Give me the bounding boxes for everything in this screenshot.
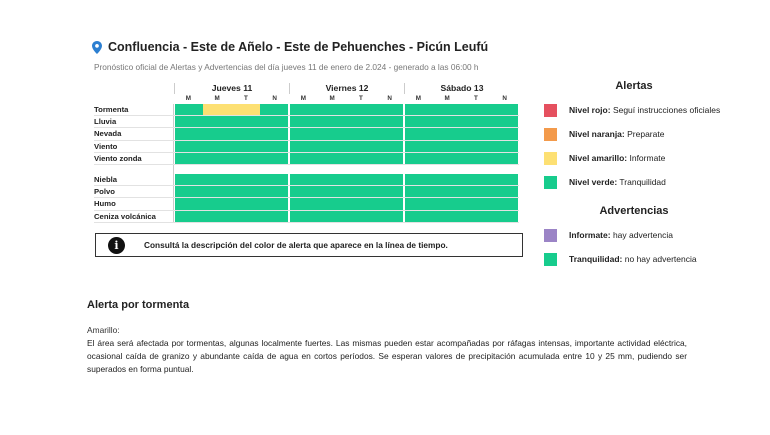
color-swatch [544, 229, 557, 242]
alert-cell-verde[interactable] [175, 141, 203, 152]
alert-cell-verde[interactable] [175, 211, 203, 222]
legend-text [569, 253, 697, 265]
timeline-days [174, 83, 519, 94]
alert-cell-verde[interactable] [203, 153, 231, 164]
day-part-label: N [387, 95, 392, 102]
alert-timeline [94, 83, 519, 223]
alert-cell-verde[interactable] [260, 116, 288, 127]
day-part-label: M [415, 95, 421, 102]
legend-item [544, 229, 724, 242]
legend-level-desc: no hay advertencia [624, 254, 697, 264]
day-part-label: M [329, 95, 335, 102]
alert-cell-verde[interactable] [290, 116, 318, 127]
info-icon: i [108, 237, 125, 254]
alert-cell-verde[interactable] [232, 116, 260, 127]
day-block [404, 153, 519, 164]
alert-cell-verde[interactable] [375, 104, 403, 115]
day-block [404, 104, 519, 115]
day-block [404, 116, 519, 127]
alert-cell-verde[interactable] [490, 174, 518, 185]
alert-cell-verde[interactable] [462, 104, 490, 115]
alert-cell-verde[interactable] [375, 153, 403, 164]
alert-cell-verde[interactable] [318, 104, 346, 115]
alert-cell-verde[interactable] [260, 198, 288, 209]
phenomenon-label: Polvo [94, 186, 174, 197]
phenomenon-label: Lluvia [94, 116, 174, 127]
legend-level-name: Informate: [569, 230, 611, 240]
phenomenon-label: Viento [94, 141, 174, 152]
alert-cell-verde[interactable] [260, 128, 288, 139]
alert-cell-verde[interactable] [260, 153, 288, 164]
alert-cell-verde[interactable] [232, 153, 260, 164]
advisories-legend-title: Advertencias [599, 205, 669, 217]
alert-cell-verde[interactable] [203, 141, 231, 152]
page-header [92, 40, 488, 72]
alert-cell-verde[interactable] [347, 198, 375, 209]
timeline-rows [94, 104, 519, 223]
alert-cell-verde[interactable] [290, 153, 318, 164]
legend-level-desc: Preparate [627, 129, 665, 139]
alert-cell-verde[interactable] [405, 104, 433, 115]
alert-cell-verde[interactable] [462, 153, 490, 164]
day-block [174, 116, 289, 127]
day-header: Viernes 12 [289, 83, 404, 94]
alert-cell-verde[interactable] [318, 174, 346, 185]
alert-cell-verde[interactable] [347, 116, 375, 127]
alert-cell-verde[interactable] [260, 174, 288, 185]
alert-cell-verde[interactable] [405, 198, 433, 209]
alert-cell-verde[interactable] [290, 141, 318, 152]
alert-cell-verde[interactable] [490, 198, 518, 209]
alert-detail [87, 299, 687, 376]
alert-cell-amarillo[interactable] [232, 104, 260, 115]
alert-cell-verde[interactable] [318, 198, 346, 209]
alert-cell-verde[interactable] [375, 211, 403, 222]
day-block [289, 116, 404, 127]
alert-cell-verde[interactable] [203, 211, 231, 222]
legend-level-name: Nivel amarillo: [569, 153, 628, 163]
legend-text [569, 152, 665, 164]
day-block [404, 186, 519, 197]
day-part-label: T [243, 95, 248, 102]
day-block [289, 174, 404, 185]
spacer-label [94, 165, 174, 174]
alert-cell-verde[interactable] [405, 128, 433, 139]
alert-cell-verde[interactable] [490, 104, 518, 115]
forecast-subtitle: Pronóstico oficial de Alertas y Advertencias del día jueves 11 de enero de 2.024 - generado a las 06:00 h [94, 62, 479, 72]
day-block [174, 141, 289, 152]
alert-cell-amarillo[interactable] [203, 104, 231, 115]
info-text: Consultá la descripción del color de alerta que aparece en la línea de tiempo. [144, 240, 448, 250]
timeline-row [94, 104, 519, 115]
legend-text [569, 104, 720, 116]
day-block [404, 198, 519, 209]
legend-item [544, 176, 724, 189]
legend-level-desc: Tranquilidad [619, 177, 666, 187]
phenomenon-label: Viento zonda [94, 153, 174, 164]
alert-cell-verde[interactable] [318, 153, 346, 164]
day-header: Sábado 13 [404, 83, 519, 94]
timeline-cells [174, 153, 519, 164]
alerts-legend [544, 104, 724, 189]
alert-cell-verde[interactable] [318, 186, 346, 197]
timeline-cells [174, 186, 519, 197]
timeline-cells [174, 104, 519, 115]
legend-item [544, 253, 724, 266]
alert-cell-verde[interactable] [433, 174, 461, 185]
alert-cell-verde[interactable] [375, 141, 403, 152]
day-part-label: T [358, 95, 363, 102]
timeline-cells [174, 174, 519, 185]
phenomenon-label: Tormenta [94, 104, 174, 115]
alert-cell-verde[interactable] [433, 116, 461, 127]
alert-cell-verde[interactable] [347, 128, 375, 139]
alert-cell-verde[interactable] [490, 153, 518, 164]
alert-cell-verde[interactable] [203, 128, 231, 139]
day-block [289, 128, 404, 139]
title-row [92, 40, 488, 54]
alert-cell-verde[interactable] [318, 141, 346, 152]
alert-level-label: Amarillo: [87, 325, 120, 335]
alert-cell-verde[interactable] [347, 153, 375, 164]
alert-cell-verde[interactable] [462, 198, 490, 209]
color-swatch [544, 104, 557, 117]
alert-cell-verde[interactable] [260, 104, 288, 115]
timeline-row [94, 186, 519, 197]
legend-panel [544, 80, 724, 277]
alert-cell-verde[interactable] [290, 128, 318, 139]
alert-cell-verde[interactable] [462, 116, 490, 127]
alert-cell-verde[interactable] [462, 186, 490, 197]
timeline-row [94, 116, 519, 127]
alert-cell-verde[interactable] [318, 128, 346, 139]
legend-level-name: Nivel verde: [569, 177, 618, 187]
day-block [174, 104, 289, 115]
alert-cell-verde[interactable] [175, 186, 203, 197]
day-block [289, 153, 404, 164]
alert-cell-verde[interactable] [232, 174, 260, 185]
day-block [174, 186, 289, 197]
legend-text [569, 229, 673, 241]
timeline-cells [174, 116, 519, 127]
day-block [174, 174, 289, 185]
alert-cell-verde[interactable] [405, 141, 433, 152]
day-parts-header [174, 94, 519, 104]
day-block [404, 174, 519, 185]
alert-cell-verde[interactable] [433, 186, 461, 197]
day-block [289, 141, 404, 152]
alert-cell-verde[interactable] [433, 153, 461, 164]
alert-cell-verde[interactable] [462, 128, 490, 139]
timeline-cells [174, 198, 519, 209]
alert-cell-verde[interactable] [490, 211, 518, 222]
alert-cell-verde[interactable] [175, 116, 203, 127]
legend-level-name: Nivel rojo: [569, 105, 611, 115]
location-pin-icon [92, 41, 102, 54]
alert-cell-verde[interactable] [232, 198, 260, 209]
legend-item [544, 104, 724, 117]
alert-cell-verde[interactable] [260, 141, 288, 152]
timeline-row [94, 211, 519, 222]
color-swatch [544, 128, 557, 141]
timeline-row [94, 141, 519, 152]
alert-cell-verde[interactable] [232, 211, 260, 222]
alert-cell-verde[interactable] [347, 211, 375, 222]
day-part-label: N [272, 95, 277, 102]
timeline-row [94, 174, 519, 185]
day-block [289, 198, 404, 209]
day-block [174, 198, 289, 209]
alert-cell-verde[interactable] [405, 186, 433, 197]
alert-cell-verde[interactable] [318, 211, 346, 222]
day-block [404, 128, 519, 139]
phenomenon-label: Humo [94, 198, 174, 209]
alert-cell-verde[interactable] [203, 198, 231, 209]
alert-cell-verde[interactable] [203, 174, 231, 185]
alert-cell-verde[interactable] [290, 104, 318, 115]
day-part-label: M [444, 95, 450, 102]
day-block [404, 141, 519, 152]
alert-cell-verde[interactable] [260, 186, 288, 197]
alert-cell-verde[interactable] [290, 198, 318, 209]
alert-cell-verde[interactable] [347, 104, 375, 115]
info-box [95, 233, 523, 257]
alert-cell-verde[interactable] [203, 116, 231, 127]
alert-cell-verde[interactable] [405, 211, 433, 222]
alert-cell-verde[interactable] [203, 186, 231, 197]
group-spacer [94, 165, 519, 174]
color-swatch [544, 253, 557, 266]
phenomenon-label: Niebla [94, 174, 174, 185]
alert-cell-verde[interactable] [175, 104, 203, 115]
legend-text [569, 128, 664, 140]
alert-cell-verde[interactable] [347, 141, 375, 152]
alert-cell-verde[interactable] [318, 116, 346, 127]
timeline-row [94, 153, 519, 164]
day-block [289, 104, 404, 115]
color-swatch [544, 176, 557, 189]
legend-item [544, 152, 724, 165]
timeline-cells [174, 128, 519, 139]
day-block [404, 211, 519, 222]
day-header: Jueves 11 [174, 83, 289, 94]
row-divider [94, 222, 519, 223]
alert-cell-verde[interactable] [375, 186, 403, 197]
alert-cell-verde[interactable] [232, 141, 260, 152]
day-part-label: M [300, 95, 306, 102]
alert-cell-verde[interactable] [290, 211, 318, 222]
alert-cell-verde[interactable] [175, 153, 203, 164]
alert-cell-verde[interactable] [490, 141, 518, 152]
phenomenon-label: Ceniza volcánica [94, 211, 174, 222]
alert-cell-verde[interactable] [375, 116, 403, 127]
alert-cell-verde[interactable] [490, 128, 518, 139]
alert-cell-verde[interactable] [405, 116, 433, 127]
alert-cell-verde[interactable] [405, 153, 433, 164]
legend-text [569, 176, 666, 188]
alerts-legend-title: Alertas [615, 80, 653, 92]
alert-cell-verde[interactable] [375, 198, 403, 209]
timeline-cells [174, 141, 519, 152]
alert-cell-verde[interactable] [462, 141, 490, 152]
alert-cell-verde[interactable] [232, 186, 260, 197]
alert-cell-verde[interactable] [290, 186, 318, 197]
page-title: Confluencia - Este de Añelo - Este de Pehuenches - Picún Leufú [108, 40, 489, 54]
timeline-row [94, 198, 519, 209]
alert-cell-verde[interactable] [375, 128, 403, 139]
legend-level-desc: Seguí instrucciones oficiales [612, 105, 721, 115]
alert-cell-verde[interactable] [462, 174, 490, 185]
alert-cell-verde[interactable] [232, 128, 260, 139]
day-block [289, 186, 404, 197]
alert-cell-verde[interactable] [433, 104, 461, 115]
day-block [174, 153, 289, 164]
legend-level-name: Tranquilidad: [569, 254, 623, 264]
day-part-label: M [185, 95, 191, 102]
alert-cell-verde[interactable] [462, 211, 490, 222]
alert-description: El área será afectada por tormentas, algunas localmente fuertes. Las mismas pueden estar acompañadas por ráfagas intensas, importante actividad eléctrica, ocasional caída de granizo y abundante caída de agua en cortos períodos. Se esperan valores de precipitación acumulada entre 10 y 25 mm, pudiendo ser superados en forma puntual. [87, 338, 687, 374]
day-block [289, 211, 404, 222]
alert-cell-verde[interactable] [490, 116, 518, 127]
alert-cell-verde[interactable] [260, 211, 288, 222]
alert-cell-verde[interactable] [433, 198, 461, 209]
alert-cell-verde[interactable] [433, 141, 461, 152]
alert-cell-verde[interactable] [375, 174, 403, 185]
day-part-label: N [502, 95, 507, 102]
day-part-label: M [214, 95, 220, 102]
legend-level-desc: Informate [629, 153, 666, 163]
legend-item [544, 128, 724, 141]
alert-cell-verde[interactable] [175, 174, 203, 185]
alert-cell-verde[interactable] [175, 128, 203, 139]
alert-cell-verde[interactable] [490, 186, 518, 197]
day-block [174, 128, 289, 139]
legend-level-name: Nivel naranja: [569, 129, 625, 139]
timeline-row [94, 128, 519, 139]
advisories-legend [544, 229, 724, 266]
alert-cell-verde[interactable] [347, 186, 375, 197]
alert-cell-verde[interactable] [347, 174, 375, 185]
alert-cell-verde[interactable] [433, 128, 461, 139]
timeline-cells [174, 211, 519, 222]
alert-cell-verde[interactable] [290, 174, 318, 185]
alert-detail-title: Alerta por tormenta [87, 299, 190, 311]
phenomenon-label: Nevada [94, 128, 174, 139]
alert-cell-verde[interactable] [175, 198, 203, 209]
legend-level-desc: hay advertencia [612, 230, 673, 240]
alert-cell-verde[interactable] [433, 211, 461, 222]
color-swatch [544, 152, 557, 165]
alert-cell-verde[interactable] [405, 174, 433, 185]
day-block [174, 211, 289, 222]
day-part-label: T [473, 95, 478, 102]
